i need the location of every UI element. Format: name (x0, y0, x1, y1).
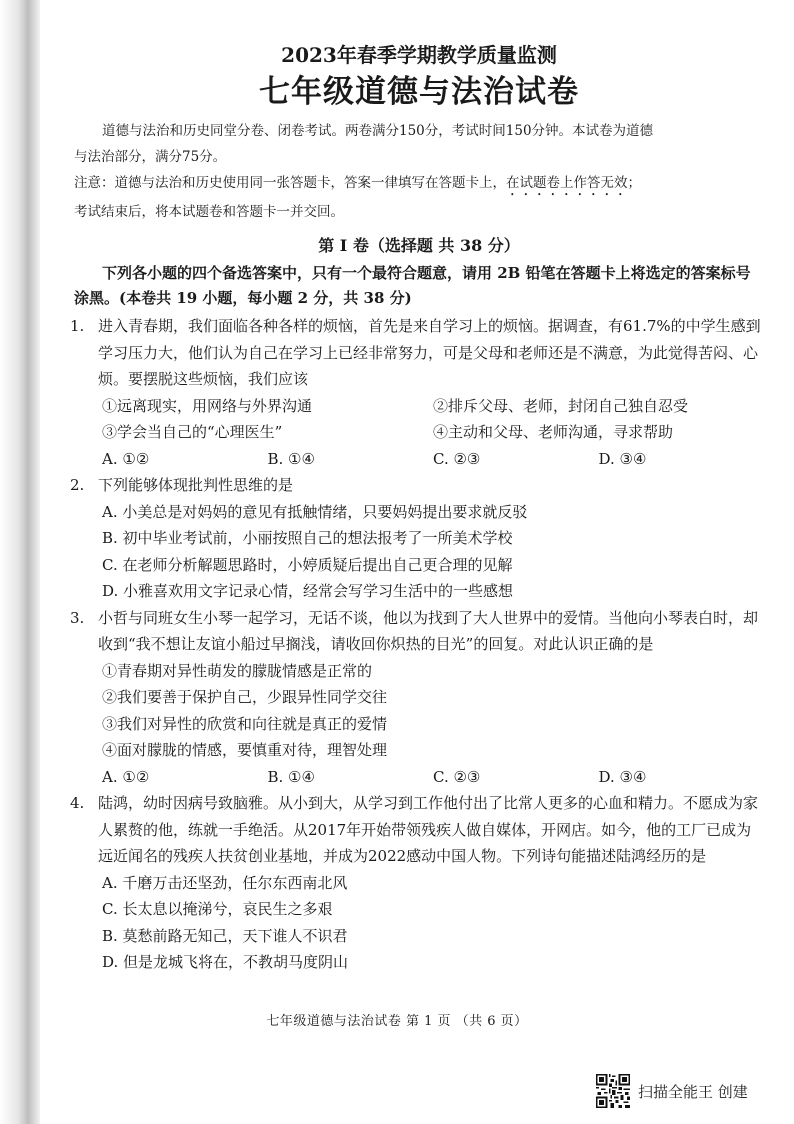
answer-choice: D. ③④ (598, 449, 647, 468)
statement-item: ③我们对异性的欣赏和向往就是真正的爱情 (102, 714, 388, 733)
exam-session-title: 2023年春季学期教学质量监测 (281, 43, 557, 67)
page-edge-shadow (0, 0, 40, 1124)
statement-item: ④主动和父母、老师沟通，寻求帮助 (433, 423, 674, 441)
question-4 (70, 790, 764, 976)
answer-choice: B. ①④ (267, 449, 315, 468)
instructions-line-1: 道德与法治和历史同堂分卷、闭卷考试。两卷满分150分，考试时间150分钟。本试卷为道德 (102, 123, 654, 139)
question-number: 1. (70, 317, 85, 335)
question-number: 4. (70, 794, 85, 812)
answer-option: C. 长太息以掩涕兮，哀民生之多艰 (102, 900, 333, 918)
answer-choice: D. ③④ (598, 767, 647, 786)
answer-choice: A. ①② (102, 449, 150, 468)
exam-subject-title: 七年级道德与法治试卷 (259, 74, 579, 110)
scanner-watermark (596, 1074, 748, 1108)
answer-choice: B. ①④ (267, 767, 315, 786)
statement-item: ①青春期对异性萌发的朦胧情感是正常的 (102, 661, 373, 680)
question-number: 3. (70, 608, 85, 627)
exam-page (70, 40, 764, 976)
statement-item: ①远离现实，用网络与外界沟通 (102, 396, 313, 415)
notice-emphasis: 在试题卷上作答无效 (506, 175, 628, 191)
statement-item: ②我们要善于保护自己，少跟异性同学交往 (102, 688, 388, 706)
answer-choice: C. ②③ (433, 449, 481, 468)
instructions-line-4: 考试结束后，将本试题卷和答题卡一并交回。 (74, 204, 344, 220)
answer-option: B. 莫愁前路无知己，天下谁人不识君 (102, 926, 348, 945)
answer-choice: A. ①② (102, 767, 150, 786)
notice-prefix: 注意：道德与法治和历史使用同一张答题卡，答案一律填写在答题卡上， (74, 175, 506, 191)
answer-option: C. 在老师分析解题思路时，小婷质疑后提出自己更合理的见解 (102, 555, 513, 574)
answer-option: A. 千磨万击还坚劲，任尔东西南北风 (102, 873, 348, 892)
question-stem: 陆鸿，幼时因病号致脑雅。从小到大，从学习到工作他付出了比常人更多的心血和精力。不愿成为家人累赘的他，练就一手绝活。从2017年开始带领残疾人做自媒体，开网店。如今，他的工厂已成为远近闻名的残疾人扶贫创业基地，并成为2022感动中国人物。下列诗句能描述陆鸿经历的是 (98, 794, 759, 865)
qr-code-icon (596, 1074, 630, 1108)
statement-item: ④面对朦胧的情感，要慎重对待，理智处理 (102, 741, 388, 759)
page-footer: 七年级道德与法治试卷 第 1 页 （共 6 页） (266, 1014, 528, 1029)
statement-item: ③学会当自己的“心理医生” (102, 423, 283, 441)
question-2 (70, 472, 764, 605)
question-stem: 小哲与同班女生小琴一起学习，无话不谈，他以为找到了大人世界中的爱情。当他向小琴表白时，却收到“我不想让友谊小船过早搁浅，请收回你炽热的目光”的回复。对此认识正确的是 (98, 608, 759, 653)
instructions-line-2: 与法治部分，满分75分。 (74, 149, 227, 165)
watermark-text: 扫描全能王 创建 (638, 1082, 748, 1101)
answer-option: D. 但是龙城飞将在，不教胡马度阴山 (102, 953, 349, 971)
section-title: 第 I 卷（选择题 共 38 分） (318, 236, 520, 255)
question-1 (70, 313, 764, 472)
question-3 (70, 605, 764, 791)
exam-instructions (74, 118, 764, 225)
answer-choice: C. ②③ (433, 767, 481, 786)
question-stem: 下列能够体现批判性思维的是 (98, 476, 294, 494)
statement-item: ②排斥父母、老师，封闭自己独自忍受 (433, 396, 689, 415)
notice-line (74, 170, 764, 199)
answer-option: B. 初中毕业考试前，小丽按照自己的想法报考了一所美术学校 (102, 529, 513, 547)
question-stem: 进入青春期，我们面临各种各样的烦恼，首先是来自学习上的烦恼。据调查，有61.7%的中学生感到学习压力大，他们认为自己在学习上已经非常努力，可是父母和老师还是不满意，为此觉得苦闷、心烦。要摆脱这些烦恼，我们应该 (98, 317, 761, 388)
answer-option: D. 小雅喜欢用文字记录心情，经常会写学习生活中的一些感想 (102, 582, 514, 600)
section-description: 下列各小题的四个备选答案中，只有一个最符合题意，请用 2B 铅笔在答题卡上将选定的答案标号涂黑。(本卷共 19 小题，每小题 2 分，共 38 分) (74, 264, 751, 307)
notice-suffix: ； (627, 175, 641, 191)
question-number: 2. (70, 476, 85, 494)
answer-option: A. 小美总是对妈妈的意见有抵触情绪，只要妈妈提出要求就反驳 (102, 502, 528, 521)
